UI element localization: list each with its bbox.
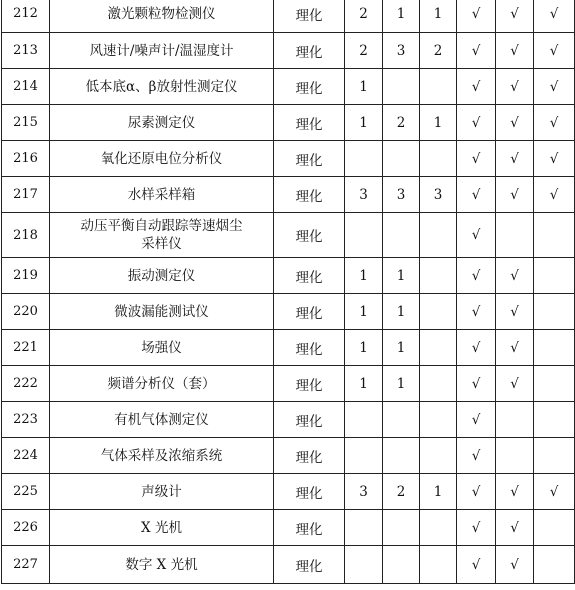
category: 理化 [274,213,345,258]
count-level-3: 3 [420,177,457,213]
item-number: 226 [2,510,50,546]
instrument-name: 气体采样及浓缩系统 [50,438,274,474]
count-level-1: 1 [345,366,383,402]
check-col-1: √ [457,213,496,258]
count-level-3 [420,546,457,584]
item-number: 219 [2,258,50,294]
count-level-2: 1 [383,0,420,33]
table-body [2,0,575,584]
check-col-1: √ [457,105,496,141]
category: 理化 [274,366,345,402]
check-col-1: √ [457,546,496,584]
check-col-2 [496,402,534,438]
count-level-3 [420,258,457,294]
equipment-table [1,0,575,584]
check-col-2: √ [496,366,534,402]
count-level-2: 1 [383,366,420,402]
check-col-1: √ [457,474,496,510]
check-col-2: √ [496,69,534,105]
check-col-1: √ [457,258,496,294]
count-level-2: 1 [383,258,420,294]
count-level-2: 2 [383,474,420,510]
check-col-1: √ [457,402,496,438]
category: 理化 [274,177,345,213]
item-number: 225 [2,474,50,510]
check-col-1: √ [457,438,496,474]
table-row [2,366,575,402]
instrument-name: 尿素测定仪 [50,105,274,141]
count-level-2: 1 [383,330,420,366]
category: 理化 [274,69,345,105]
check-col-3: √ [534,33,575,69]
category: 理化 [274,105,345,141]
check-col-1: √ [457,141,496,177]
instrument-name: 场强仪 [50,330,274,366]
check-col-2: √ [496,330,534,366]
item-number: 214 [2,69,50,105]
check-col-2 [496,213,534,258]
count-level-3 [420,438,457,474]
instrument-name: 动压平衡自动跟踪等速烟尘采样仪 [50,213,274,258]
instrument-name: 声级计 [50,474,274,510]
instrument-name: 低本底α、β放射性测定仪 [50,69,274,105]
count-level-1: 2 [345,0,383,33]
check-col-1: √ [457,33,496,69]
category: 理化 [274,438,345,474]
table-row [2,402,575,438]
table-row [2,33,575,69]
check-col-3 [534,438,575,474]
item-number: 213 [2,33,50,69]
table-row [2,294,575,330]
count-level-1: 1 [345,294,383,330]
check-col-2: √ [496,33,534,69]
count-level-1 [345,546,383,584]
count-level-2 [383,69,420,105]
count-level-2 [383,402,420,438]
count-level-1 [345,213,383,258]
check-col-2: √ [496,0,534,33]
table-row [2,474,575,510]
check-col-2: √ [496,510,534,546]
check-col-3 [534,213,575,258]
check-col-3: √ [534,474,575,510]
category: 理化 [274,0,345,33]
count-level-3 [420,141,457,177]
item-number: 215 [2,105,50,141]
check-col-2: √ [496,258,534,294]
category: 理化 [274,510,345,546]
count-level-2 [383,213,420,258]
check-col-3: √ [534,69,575,105]
count-level-1: 1 [345,69,383,105]
instrument-name: 数字 X 光机 [50,546,274,584]
item-number: 218 [2,213,50,258]
count-level-3 [420,213,457,258]
table-row [2,546,575,584]
count-level-3: 2 [420,33,457,69]
check-col-3: √ [534,105,575,141]
table-row [2,0,575,33]
table-row [2,510,575,546]
table-row [2,105,575,141]
check-col-2: √ [496,474,534,510]
count-level-1 [345,402,383,438]
check-col-3: √ [534,141,575,177]
check-col-3 [534,366,575,402]
table-row [2,177,575,213]
count-level-1: 3 [345,474,383,510]
item-number: 212 [2,0,50,33]
count-level-2: 1 [383,294,420,330]
count-level-1: 1 [345,330,383,366]
category: 理化 [274,474,345,510]
instrument-name: 有机气体测定仪 [50,402,274,438]
table-row [2,258,575,294]
table-row [2,141,575,177]
count-level-1 [345,141,383,177]
category: 理化 [274,330,345,366]
check-col-3 [534,294,575,330]
table-row [2,213,575,258]
check-col-2 [496,438,534,474]
category: 理化 [274,33,345,69]
check-col-3 [534,402,575,438]
check-col-3 [534,510,575,546]
instrument-name: 氧化还原电位分析仪 [50,141,274,177]
count-level-3 [420,69,457,105]
count-level-2 [383,141,420,177]
category: 理化 [274,546,345,584]
instrument-name: 振动测定仪 [50,258,274,294]
count-level-3 [420,510,457,546]
instrument-name: 风速计/噪声计/温湿度计 [50,33,274,69]
count-level-1: 1 [345,105,383,141]
count-level-2 [383,438,420,474]
instrument-name: 微波漏能测试仪 [50,294,274,330]
item-number: 217 [2,177,50,213]
item-number: 222 [2,366,50,402]
category: 理化 [274,294,345,330]
item-number: 227 [2,546,50,584]
item-number: 224 [2,438,50,474]
category: 理化 [274,258,345,294]
count-level-2 [383,510,420,546]
count-level-3: 1 [420,474,457,510]
check-col-1: √ [457,366,496,402]
count-level-1 [345,510,383,546]
category: 理化 [274,141,345,177]
instrument-name: X 光机 [50,510,274,546]
count-level-2: 3 [383,177,420,213]
check-col-3 [534,546,575,584]
check-col-1: √ [457,177,496,213]
count-level-2: 2 [383,105,420,141]
count-level-3 [420,366,457,402]
item-number: 221 [2,330,50,366]
item-number: 223 [2,402,50,438]
check-col-3 [534,258,575,294]
check-col-2: √ [496,141,534,177]
instrument-name: 频谱分析仪（套） [50,366,274,402]
check-col-2: √ [496,177,534,213]
count-level-1 [345,438,383,474]
check-col-1: √ [457,330,496,366]
check-col-1: √ [457,294,496,330]
table-row [2,438,575,474]
count-level-3 [420,294,457,330]
table-row [2,330,575,366]
count-level-2: 3 [383,33,420,69]
check-col-3: √ [534,177,575,213]
count-level-2 [383,546,420,584]
count-level-1: 3 [345,177,383,213]
count-level-3 [420,402,457,438]
item-number: 220 [2,294,50,330]
check-col-2: √ [496,105,534,141]
check-col-1: √ [457,510,496,546]
check-col-1: √ [457,69,496,105]
table-row [2,69,575,105]
item-number: 216 [2,141,50,177]
count-level-3 [420,330,457,366]
check-col-1: √ [457,0,496,33]
check-col-2: √ [496,294,534,330]
check-col-3 [534,330,575,366]
check-col-2: √ [496,546,534,584]
count-level-3: 1 [420,105,457,141]
instrument-name: 水样采样箱 [50,177,274,213]
category: 理化 [274,402,345,438]
count-level-1: 1 [345,258,383,294]
check-col-3: √ [534,0,575,33]
count-level-3: 1 [420,0,457,33]
instrument-name: 激光颗粒物检测仪 [50,0,274,33]
count-level-1: 2 [345,33,383,69]
